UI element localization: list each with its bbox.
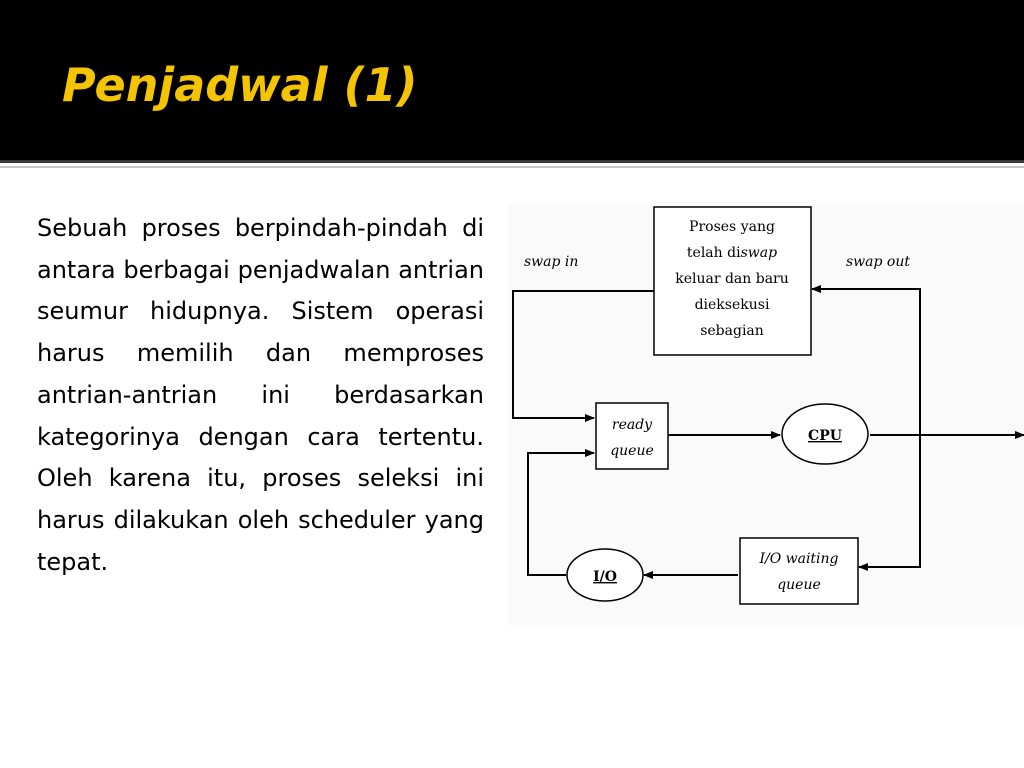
swap-in-label: swap in (524, 254, 579, 270)
ready-queue-line1: ready (611, 417, 653, 433)
swap-in-path (513, 291, 654, 418)
cpu-to-io-queue-path (859, 435, 920, 567)
swap-box-line2 (687, 245, 777, 261)
io-waiting-queue-line2: queue (777, 577, 821, 593)
scheduler-diagram-svg (508, 205, 1024, 625)
ready-queue-box (596, 403, 668, 469)
title-bar (0, 0, 1024, 160)
io-waiting-queue-line1: I/O waiting (759, 551, 839, 567)
swap-box-line5: sebagian (700, 323, 764, 339)
cpu-label: CPU (808, 428, 842, 444)
ready-queue-line2: queue (610, 443, 654, 459)
swap-box-line3: keluar dan baru (675, 271, 789, 287)
header-divider (0, 160, 1024, 163)
swap-box-line1: Proses yang (689, 219, 775, 235)
swap-box-line4: dieksekusi (694, 297, 770, 313)
swap-box-line2-a: telah di (686, 245, 741, 261)
slide-title: Penjadwal (1) (62, 58, 418, 112)
header-divider-light (0, 166, 1024, 168)
scheduler-diagram (508, 205, 1024, 625)
swap-box-line2-b: swap (740, 245, 778, 261)
swap-out-label: swap out (846, 254, 910, 270)
io-label: I/O (593, 569, 617, 585)
body-paragraph: Sebuah proses berpindah-pindah di antara berbagai penjadwalan antrian seumur hidupnya. Sistem operasi harus memilih dan memproses antrian-antrian ini berdasarkan kategorinya dengan cara tertentu. Oleh karena itu, proses seleksi ini harus dilakukan oleh scheduler yang tepat. (37, 214, 484, 576)
io-waiting-queue-box (740, 538, 858, 604)
